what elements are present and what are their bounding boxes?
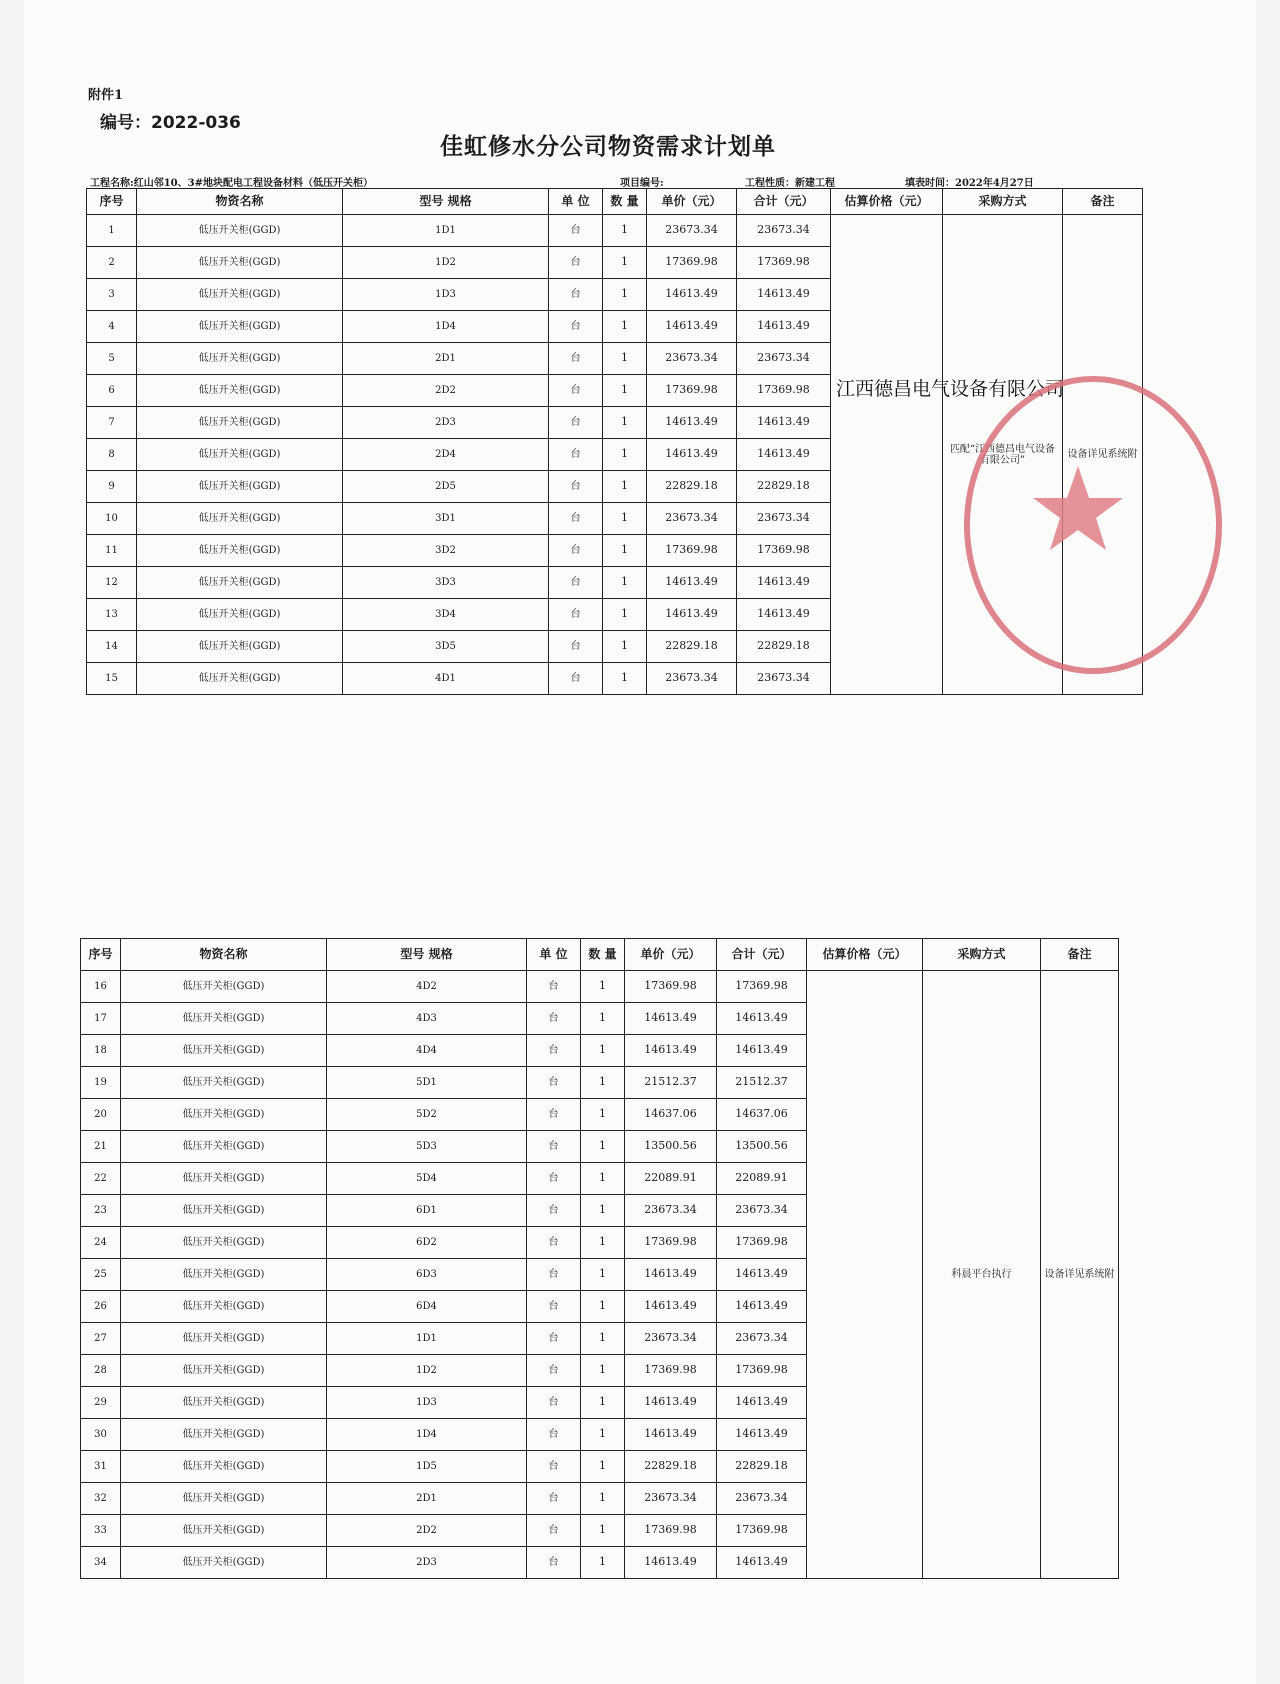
material-name: 低压开关柜(GGD) (137, 631, 343, 663)
material-name: 低压开关柜(GGD) (121, 1451, 327, 1483)
quantity: 1 (581, 1195, 625, 1227)
row-number: 17 (81, 1003, 121, 1035)
material-name: 低压开关柜(GGD) (121, 1387, 327, 1419)
model-spec: 6D1 (327, 1195, 527, 1227)
row-total: 22089.91 (717, 1163, 807, 1195)
col-header-remark: 备注 (1063, 189, 1143, 215)
unit-price: 14613.49 (625, 1003, 717, 1035)
unit-price: 23673.34 (625, 1483, 717, 1515)
unit-price: 14613.49 (647, 407, 737, 439)
row-total: 14613.49 (717, 1419, 807, 1451)
col-header-estimate: 估算价格（元） (807, 939, 923, 971)
model-spec: 1D2 (343, 247, 549, 279)
row-number: 4 (87, 311, 137, 343)
material-name: 低压开关柜(GGD) (121, 1195, 327, 1227)
unit-price: 14637.06 (625, 1099, 717, 1131)
quantity: 1 (603, 471, 647, 503)
model-spec: 1D4 (327, 1419, 527, 1451)
col-header-unit: 单 位 (549, 189, 603, 215)
row-number: 27 (81, 1323, 121, 1355)
material-name: 低压开关柜(GGD) (137, 247, 343, 279)
material-name: 低压开关柜(GGD) (137, 215, 343, 247)
quantity: 1 (581, 1323, 625, 1355)
col-header-name: 物资名称 (137, 189, 343, 215)
unit: 台 (549, 663, 603, 695)
material-name: 低压开关柜(GGD) (121, 1259, 327, 1291)
material-name: 低压开关柜(GGD) (137, 311, 343, 343)
unit-price: 14613.49 (647, 567, 737, 599)
row-total: 21512.37 (717, 1067, 807, 1099)
quantity: 1 (603, 215, 647, 247)
unit: 台 (549, 343, 603, 375)
table-header-row (87, 189, 1143, 215)
table-row (87, 215, 1143, 247)
model-spec: 2D1 (343, 343, 549, 375)
row-total: 23673.34 (737, 343, 831, 375)
estimate-cell (831, 215, 943, 695)
quantity: 1 (603, 503, 647, 535)
col-header-price: 单价（元） (625, 939, 717, 971)
row-total: 14637.06 (717, 1099, 807, 1131)
row-number: 2 (87, 247, 137, 279)
model-spec: 3D3 (343, 567, 549, 599)
remark: 设备详见系统附 (1041, 971, 1119, 1579)
project-nature: 工程性质：新建工程 (745, 178, 835, 189)
unit: 台 (527, 1035, 581, 1067)
material-name: 低压开关柜(GGD) (137, 471, 343, 503)
unit-price: 17369.98 (625, 1227, 717, 1259)
procurement-method: 科晨平台执行 (923, 971, 1041, 1579)
unit: 台 (527, 1323, 581, 1355)
model-spec: 2D2 (327, 1515, 527, 1547)
row-total: 17369.98 (737, 247, 831, 279)
row-number: 25 (81, 1259, 121, 1291)
unit-price: 14613.49 (625, 1387, 717, 1419)
unit: 台 (549, 247, 603, 279)
unit-price: 22089.91 (625, 1163, 717, 1195)
unit: 台 (527, 1259, 581, 1291)
model-spec: 6D4 (327, 1291, 527, 1323)
quantity: 1 (603, 375, 647, 407)
fill-date: 填表时间：2022年4月27日 (905, 178, 1034, 189)
material-name: 低压开关柜(GGD) (121, 1419, 327, 1451)
table-header-row (81, 939, 1119, 971)
quantity: 1 (581, 1355, 625, 1387)
row-number: 21 (81, 1131, 121, 1163)
unit: 台 (549, 631, 603, 663)
quantity: 1 (581, 1227, 625, 1259)
model-spec: 3D5 (343, 631, 549, 663)
unit-price: 14613.49 (625, 1291, 717, 1323)
unit: 台 (549, 599, 603, 631)
material-name: 低压开关柜(GGD) (121, 1227, 327, 1259)
unit: 台 (527, 1163, 581, 1195)
row-total: 17369.98 (717, 971, 807, 1003)
row-number: 16 (81, 971, 121, 1003)
unit-price: 22829.18 (647, 631, 737, 663)
row-total: 23673.34 (737, 215, 831, 247)
unit-price: 17369.98 (625, 1515, 717, 1547)
row-total: 22829.18 (717, 1451, 807, 1483)
material-name: 低压开关柜(GGD) (137, 567, 343, 599)
table-row (81, 971, 1119, 1003)
model-spec: 1D1 (327, 1323, 527, 1355)
row-number: 19 (81, 1067, 121, 1099)
quantity: 1 (581, 1003, 625, 1035)
unit-price: 23673.34 (647, 215, 737, 247)
material-name: 低压开关柜(GGD) (121, 1131, 327, 1163)
row-total: 23673.34 (737, 503, 831, 535)
col-header-procurement: 采购方式 (943, 189, 1063, 215)
row-number: 6 (87, 375, 137, 407)
quantity: 1 (581, 1259, 625, 1291)
page-title: 佳虹修水分公司物资需求计划单 (440, 134, 776, 160)
unit: 台 (549, 279, 603, 311)
row-total: 17369.98 (737, 535, 831, 567)
material-name: 低压开关柜(GGD) (121, 971, 327, 1003)
row-total: 14613.49 (737, 311, 831, 343)
unit-price: 22829.18 (647, 471, 737, 503)
unit-price: 23673.34 (647, 663, 737, 695)
model-spec: 6D3 (327, 1259, 527, 1291)
row-number: 22 (81, 1163, 121, 1195)
model-spec: 5D3 (327, 1131, 527, 1163)
quantity: 1 (603, 247, 647, 279)
model-spec: 2D1 (327, 1483, 527, 1515)
material-name: 低压开关柜(GGD) (121, 1291, 327, 1323)
unit: 台 (549, 407, 603, 439)
unit: 台 (527, 1515, 581, 1547)
row-total: 14613.49 (717, 1003, 807, 1035)
model-spec: 1D3 (327, 1387, 527, 1419)
quantity: 1 (603, 535, 647, 567)
model-spec: 1D3 (343, 279, 549, 311)
row-number: 33 (81, 1515, 121, 1547)
model-spec: 5D1 (327, 1067, 527, 1099)
model-spec: 3D4 (343, 599, 549, 631)
row-total: 17369.98 (737, 375, 831, 407)
row-number: 34 (81, 1547, 121, 1579)
row-number: 14 (87, 631, 137, 663)
row-total: 17369.98 (717, 1355, 807, 1387)
row-number: 29 (81, 1387, 121, 1419)
material-name: 低压开关柜(GGD) (121, 1003, 327, 1035)
material-name: 低压开关柜(GGD) (137, 663, 343, 695)
row-number: 10 (87, 503, 137, 535)
material-name: 低压开关柜(GGD) (121, 1515, 327, 1547)
procurement-method: 匹配“江西德昌电气设备有限公司” (943, 215, 1063, 695)
model-spec: 2D3 (327, 1547, 527, 1579)
model-spec: 1D4 (343, 311, 549, 343)
unit: 台 (527, 1195, 581, 1227)
row-number: 11 (87, 535, 137, 567)
unit-price: 21512.37 (625, 1067, 717, 1099)
estimate-cell (807, 971, 923, 1579)
project-code: 项目编号: (620, 178, 664, 189)
col-header-estimate: 估算价格（元） (831, 189, 943, 215)
quantity: 1 (581, 1515, 625, 1547)
unit: 台 (549, 215, 603, 247)
row-number: 26 (81, 1291, 121, 1323)
material-name: 低压开关柜(GGD) (137, 439, 343, 471)
quantity: 1 (581, 1099, 625, 1131)
remark: 设备详见系统附 (1063, 215, 1143, 695)
model-spec: 4D2 (327, 971, 527, 1003)
model-spec: 5D4 (327, 1163, 527, 1195)
row-total: 23673.34 (717, 1195, 807, 1227)
row-number: 8 (87, 439, 137, 471)
row-total: 14613.49 (717, 1547, 807, 1579)
col-header-no: 序号 (81, 939, 121, 971)
quantity: 1 (603, 407, 647, 439)
col-header-total: 合计（元） (737, 189, 831, 215)
model-spec: 4D3 (327, 1003, 527, 1035)
unit-price: 23673.34 (625, 1323, 717, 1355)
material-name: 低压开关柜(GGD) (121, 1547, 327, 1579)
unit-price: 17369.98 (625, 1355, 717, 1387)
unit-price: 17369.98 (647, 535, 737, 567)
row-total: 14613.49 (737, 279, 831, 311)
quantity: 1 (581, 1291, 625, 1323)
unit: 台 (527, 1355, 581, 1387)
row-number: 23 (81, 1195, 121, 1227)
quantity: 1 (603, 663, 647, 695)
unit-price: 14613.49 (625, 1035, 717, 1067)
model-spec: 3D2 (343, 535, 549, 567)
model-spec: 4D1 (343, 663, 549, 695)
material-name: 低压开关柜(GGD) (137, 279, 343, 311)
col-header-remark: 备注 (1041, 939, 1119, 971)
row-number: 15 (87, 663, 137, 695)
quantity: 1 (603, 631, 647, 663)
unit: 台 (527, 1451, 581, 1483)
row-number: 20 (81, 1099, 121, 1131)
unit: 台 (527, 1003, 581, 1035)
quantity: 1 (603, 599, 647, 631)
material-name: 低压开关柜(GGD) (137, 375, 343, 407)
quantity: 1 (581, 1451, 625, 1483)
model-spec: 1D2 (327, 1355, 527, 1387)
col-header-name: 物资名称 (121, 939, 327, 971)
row-total: 14613.49 (737, 567, 831, 599)
col-header-price: 单价（元） (647, 189, 737, 215)
row-number: 12 (87, 567, 137, 599)
row-total: 22829.18 (737, 631, 831, 663)
attachment-label: 附件1 (88, 88, 124, 103)
row-total: 14613.49 (717, 1035, 807, 1067)
project-name: 工程名称:红山邻10、3#地块配电工程设备材料（低压开关柜） (90, 178, 373, 189)
row-number: 32 (81, 1483, 121, 1515)
model-spec: 5D2 (327, 1099, 527, 1131)
material-name: 低压开关柜(GGD) (121, 1323, 327, 1355)
material-name: 低压开关柜(GGD) (121, 1163, 327, 1195)
unit: 台 (527, 971, 581, 1003)
row-total: 14613.49 (717, 1291, 807, 1323)
row-total: 22829.18 (737, 471, 831, 503)
unit-price: 14613.49 (647, 279, 737, 311)
quantity: 1 (581, 1163, 625, 1195)
row-total: 23673.34 (737, 663, 831, 695)
unit: 台 (527, 1419, 581, 1451)
unit-price: 14613.49 (647, 599, 737, 631)
unit: 台 (527, 1067, 581, 1099)
row-number: 31 (81, 1451, 121, 1483)
row-total: 14613.49 (737, 599, 831, 631)
unit: 台 (549, 439, 603, 471)
unit-price: 13500.56 (625, 1131, 717, 1163)
row-total: 17369.98 (717, 1515, 807, 1547)
material-name: 低压开关柜(GGD) (137, 599, 343, 631)
row-number: 3 (87, 279, 137, 311)
quantity: 1 (581, 1131, 625, 1163)
material-name: 低压开关柜(GGD) (121, 1035, 327, 1067)
col-header-model: 型号 规格 (327, 939, 527, 971)
row-total: 23673.34 (717, 1323, 807, 1355)
model-spec: 6D2 (327, 1227, 527, 1259)
unit-price: 17369.98 (647, 375, 737, 407)
row-total: 23673.34 (717, 1483, 807, 1515)
official-seal (958, 366, 1228, 684)
unit: 台 (549, 567, 603, 599)
unit-price: 17369.98 (625, 971, 717, 1003)
unit-price: 14613.49 (625, 1547, 717, 1579)
unit: 台 (527, 1131, 581, 1163)
quantity: 1 (581, 1419, 625, 1451)
unit-price: 23673.34 (647, 343, 737, 375)
unit: 台 (549, 535, 603, 567)
row-number: 5 (87, 343, 137, 375)
quantity: 1 (581, 1067, 625, 1099)
col-header-total: 合计（元） (717, 939, 807, 971)
unit: 台 (527, 1387, 581, 1419)
quantity: 1 (581, 1483, 625, 1515)
material-name: 低压开关柜(GGD) (137, 407, 343, 439)
quantity: 1 (581, 1035, 625, 1067)
row-number: 30 (81, 1419, 121, 1451)
unit: 台 (527, 1291, 581, 1323)
unit: 台 (549, 471, 603, 503)
quantity: 1 (581, 971, 625, 1003)
unit-price: 14613.49 (625, 1259, 717, 1291)
col-header-qty: 数 量 (603, 189, 647, 215)
material-name: 低压开关柜(GGD) (137, 343, 343, 375)
unit-price: 17369.98 (647, 247, 737, 279)
material-name: 低压开关柜(GGD) (121, 1099, 327, 1131)
row-number: 13 (87, 599, 137, 631)
demand-table-2 (80, 938, 1119, 1579)
row-total: 14613.49 (737, 407, 831, 439)
unit-price: 22829.18 (625, 1451, 717, 1483)
model-spec: 2D3 (343, 407, 549, 439)
model-spec: 2D4 (343, 439, 549, 471)
unit: 台 (527, 1483, 581, 1515)
row-total: 13500.56 (717, 1131, 807, 1163)
model-spec: 3D1 (343, 503, 549, 535)
material-name: 低压开关柜(GGD) (137, 503, 343, 535)
col-header-model: 型号 规格 (343, 189, 549, 215)
model-spec: 1D1 (343, 215, 549, 247)
row-number: 24 (81, 1227, 121, 1259)
unit-price: 14613.49 (647, 439, 737, 471)
col-header-unit: 单 位 (527, 939, 581, 971)
unit: 台 (527, 1099, 581, 1131)
col-header-procurement: 采购方式 (923, 939, 1041, 971)
unit-price: 23673.34 (647, 503, 737, 535)
row-number: 18 (81, 1035, 121, 1067)
row-total: 14613.49 (737, 439, 831, 471)
unit-price: 14613.49 (625, 1419, 717, 1451)
row-total: 14613.49 (717, 1387, 807, 1419)
unit-price: 23673.34 (625, 1195, 717, 1227)
quantity: 1 (581, 1547, 625, 1579)
unit: 台 (549, 503, 603, 535)
material-name: 低压开关柜(GGD) (137, 535, 343, 567)
material-name: 低压开关柜(GGD) (121, 1483, 327, 1515)
unit: 台 (549, 311, 603, 343)
col-header-no: 序号 (87, 189, 137, 215)
col-header-qty: 数 量 (581, 939, 625, 971)
supplier-stamp: 江西德昌电气设备有限公司 (836, 378, 1065, 400)
quantity: 1 (603, 279, 647, 311)
model-spec: 1D5 (327, 1451, 527, 1483)
unit: 台 (527, 1547, 581, 1579)
material-name: 低压开关柜(GGD) (121, 1355, 327, 1387)
row-total: 14613.49 (717, 1259, 807, 1291)
row-number: 9 (87, 471, 137, 503)
row-number: 28 (81, 1355, 121, 1387)
document-number: 编号：2022-036 (100, 113, 241, 133)
model-spec: 2D2 (343, 375, 549, 407)
row-number: 7 (87, 407, 137, 439)
unit-price: 14613.49 (647, 311, 737, 343)
model-spec: 2D5 (343, 471, 549, 503)
row-number: 1 (87, 215, 137, 247)
unit: 台 (527, 1227, 581, 1259)
model-spec: 4D4 (327, 1035, 527, 1067)
unit: 台 (549, 375, 603, 407)
quantity: 1 (603, 343, 647, 375)
quantity: 1 (603, 567, 647, 599)
row-total: 17369.98 (717, 1227, 807, 1259)
quantity: 1 (581, 1387, 625, 1419)
quantity: 1 (603, 311, 647, 343)
material-name: 低压开关柜(GGD) (121, 1067, 327, 1099)
quantity: 1 (603, 439, 647, 471)
